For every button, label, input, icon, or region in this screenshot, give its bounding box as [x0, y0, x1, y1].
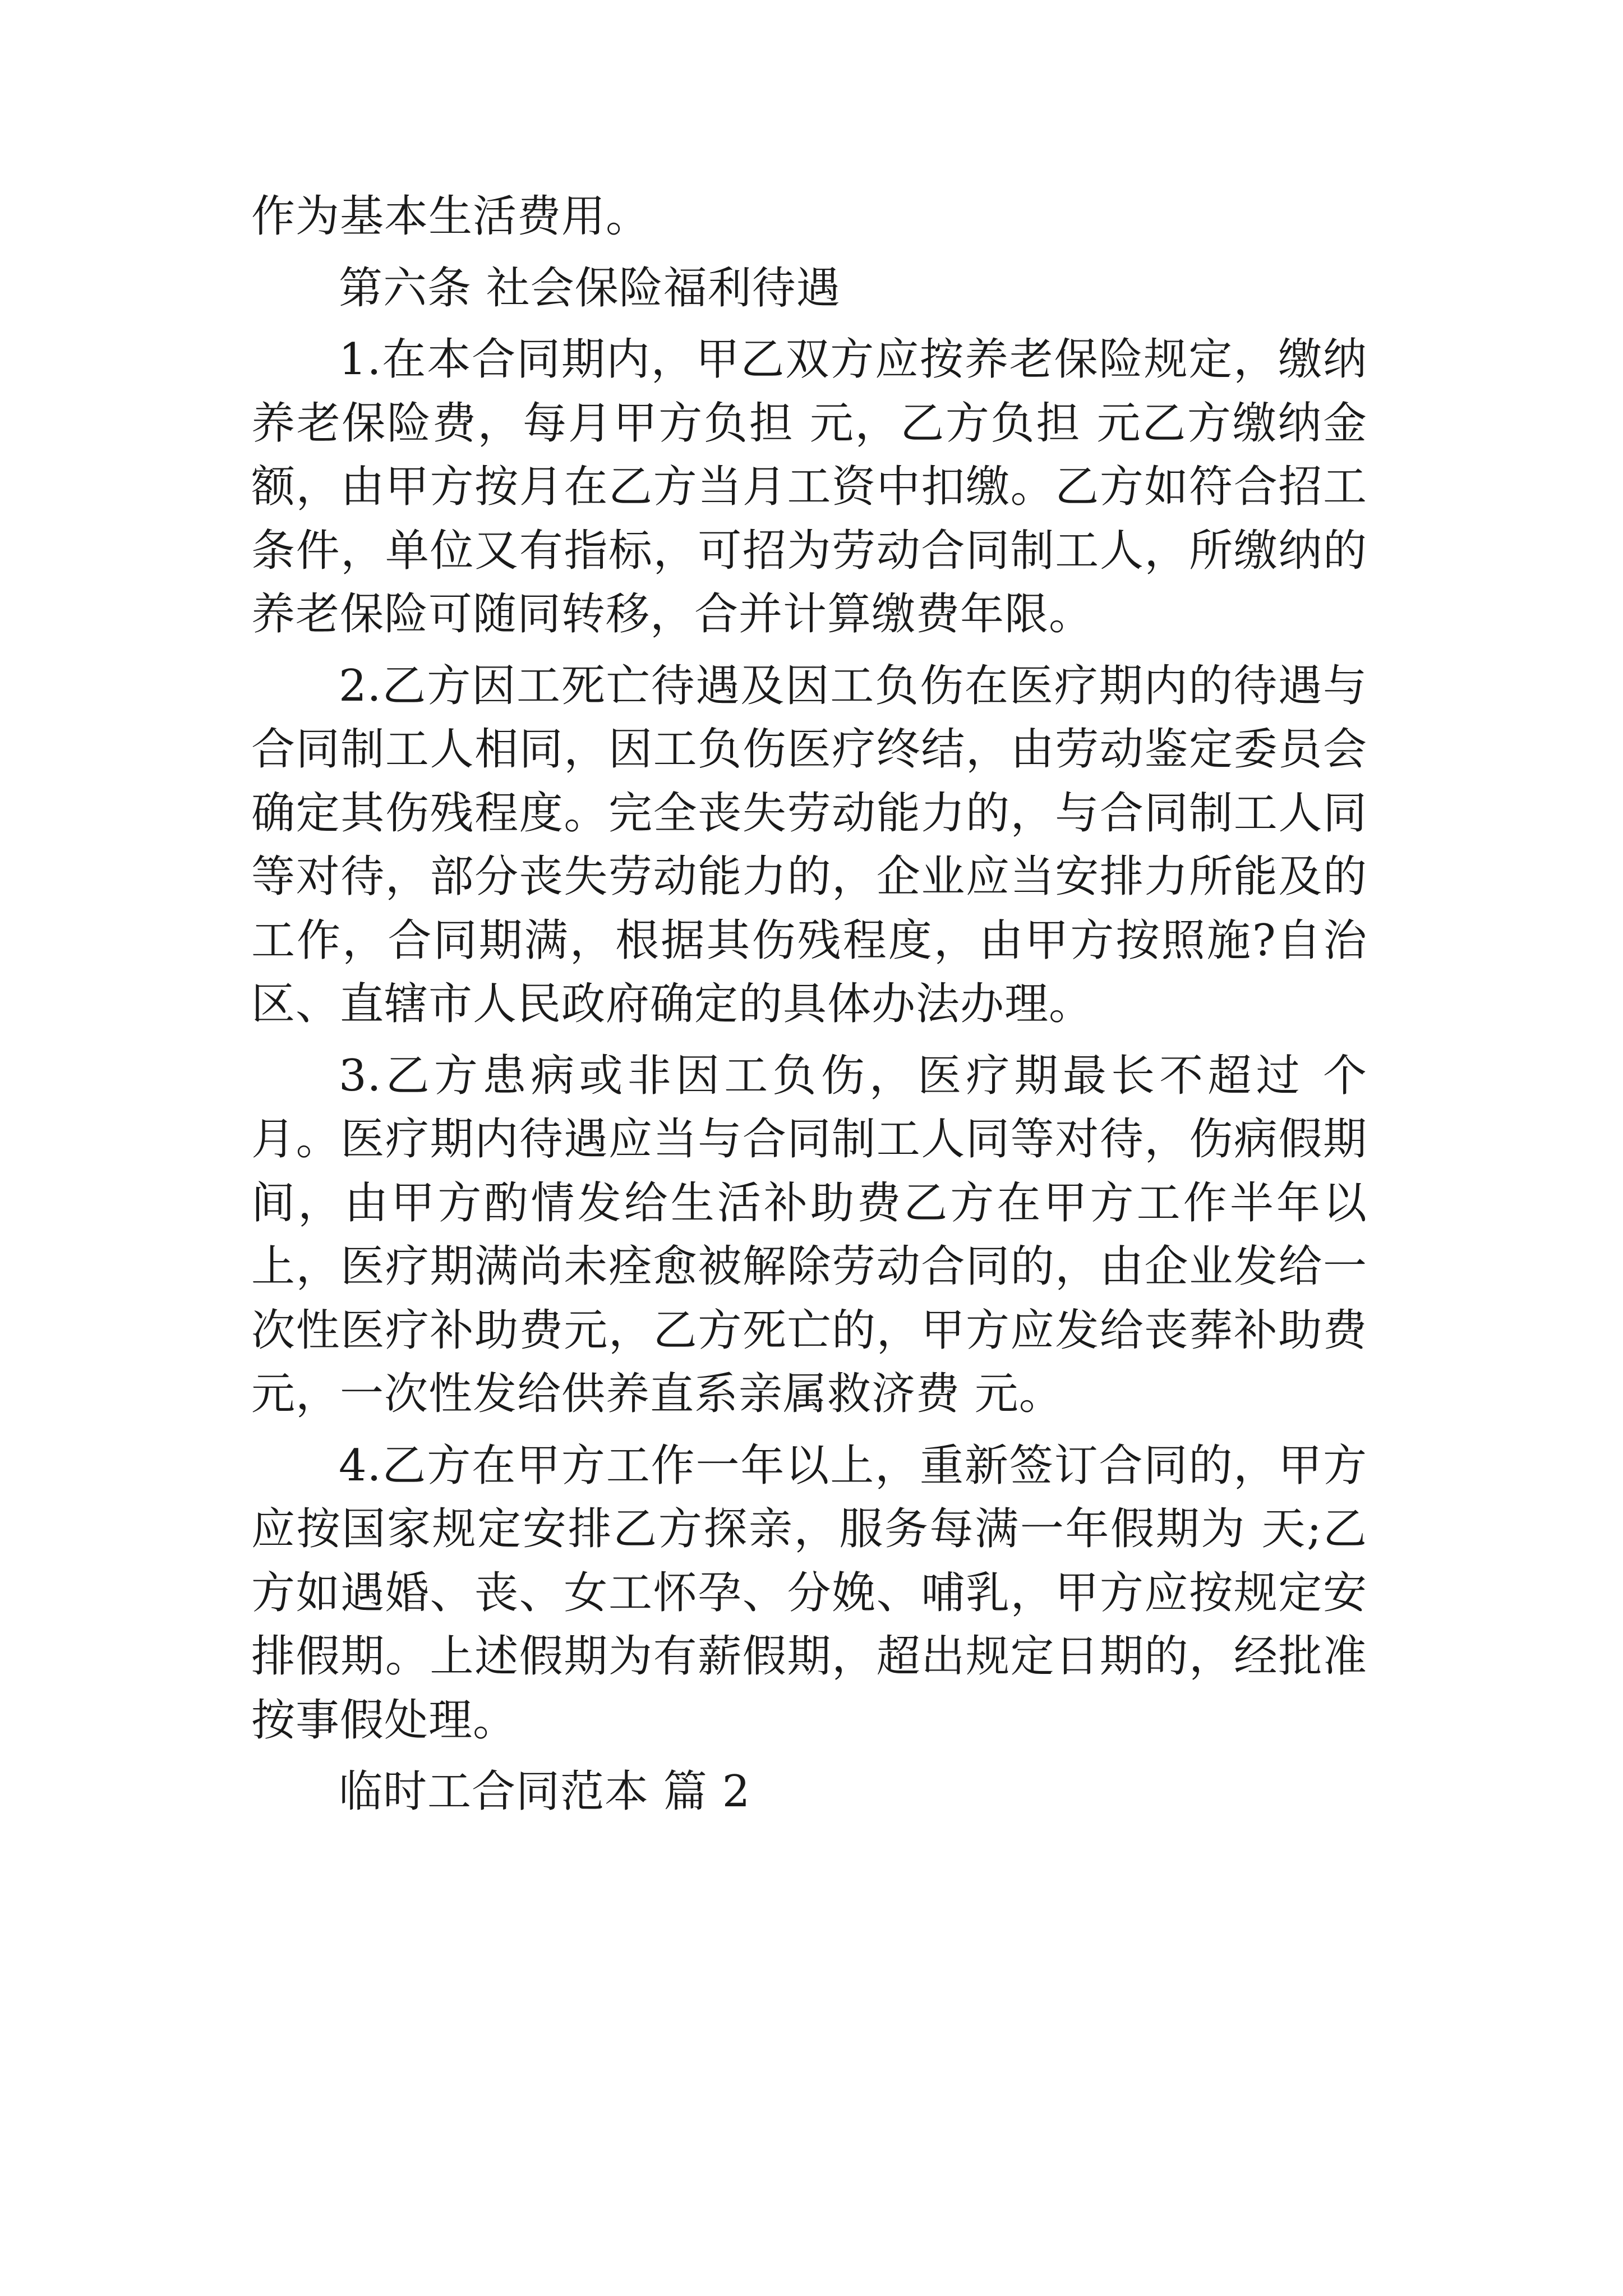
- paragraph-clause-2: 2.乙方因工死亡待遇及因工负伤在医疗期内的待遇与合同制工人相同，因工负伤医疗终结，由劳动鉴定委员会确定其伤残程度。完全丧失劳动能力的，与合同制工人同等对待，部分丧失劳动能力的，企业应当安排力所能及的工作，合同期满，根据其伤残程度，由甲方按照施?自治区、直辖市人民政府确定的具体办法办理。: [251, 660, 1367, 1029]
- document-body: [251, 185, 1367, 1832]
- paragraph-clause-1: 1.在本合同期内，甲乙双方应按养老保险规定，缴纳养老保险费，每月甲方负担 元，乙方负担 元乙方缴纳金额，由甲方按月在乙方当月工资中扣缴。乙方如符合招工条件，单位又有指标，可招为劳动合同制工人，所缴纳的养老保险可随同转移，合并计算缴费年限。: [251, 334, 1367, 639]
- paragraph-clause-3: 3.乙方患病或非因工负伤，医疗期最长不超过 个月。医疗期内待遇应当与合同制工人同等对待，伤病假期间，由甲方酌情发给生活补助费乙方在甲方工作半年以上，医疗期满尚未痊愈被解除劳动合同的，由企业发给一次性医疗补助费元，乙方死亡的，甲方应发给丧葬补助费 元，一次性发给供养直系亲属救济费 元。: [251, 1050, 1367, 1419]
- paragraph-continuation: 作为基本生活费用。: [251, 191, 651, 242]
- section-heading-article-6: 第六条 社会保险福利待遇: [339, 263, 841, 314]
- paragraph-clause-4: 4.乙方在甲方工作一年以上，重新签订合同的，甲方应按国家规定安排乙方探亲，服务每满一年假期为 天;乙方如遇婚、丧、女工怀孕、分娩、哺乳，甲方应按规定安排假期。上述假期为有薪假期，超出规定日期的，经批准按事假处理。: [251, 1440, 1367, 1746]
- section-heading-template-2: 临时工合同范本 篇 2: [339, 1766, 751, 1817]
